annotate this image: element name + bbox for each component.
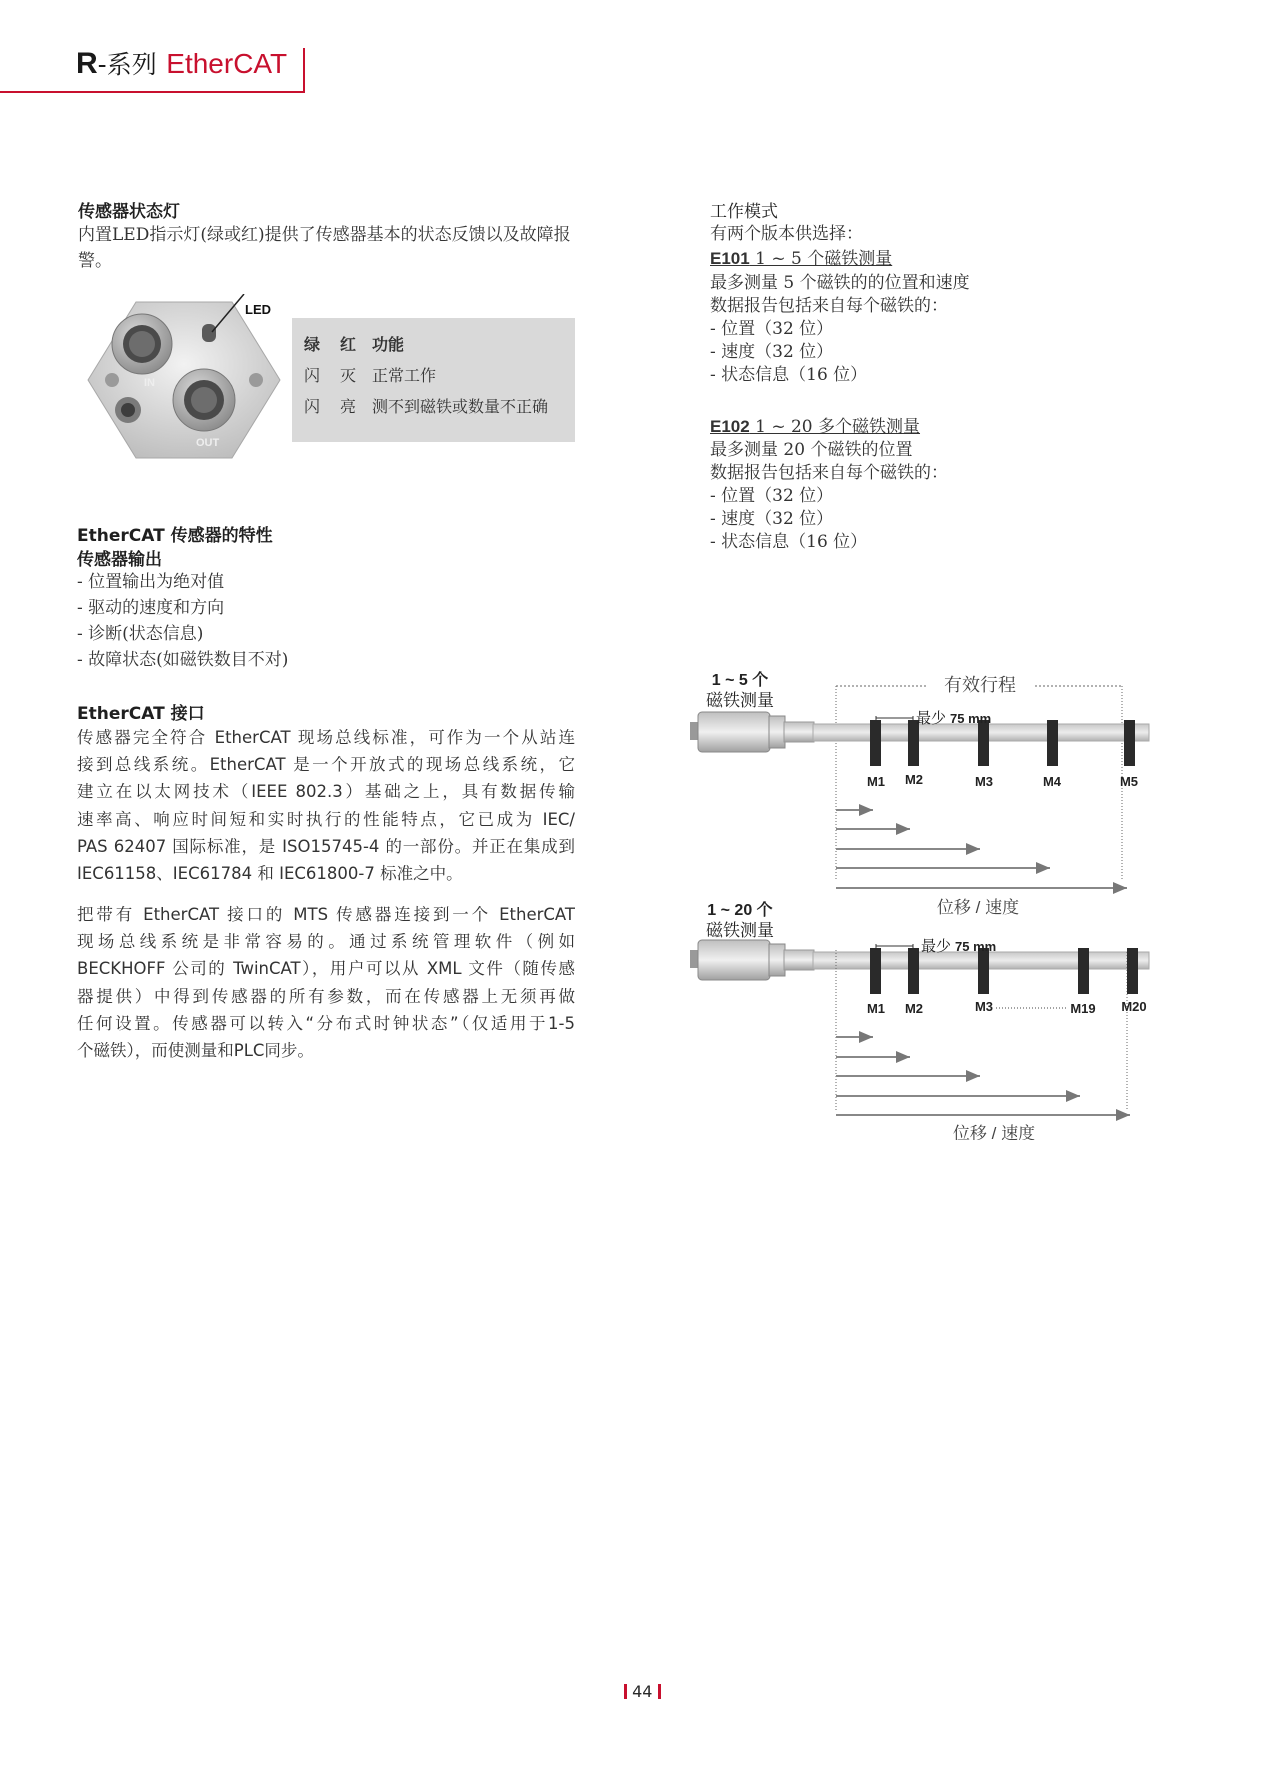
page-number-bar (624, 1684, 627, 1699)
magnet-m2 (908, 948, 919, 994)
min-label-bottom: 最少 (921, 938, 952, 955)
connector-in-label: IN (144, 377, 155, 389)
mode-title: 工作模式 (710, 202, 778, 222)
mode-intro: 有两个版本供选择： (710, 224, 863, 244)
magnet-label: M4 (1042, 774, 1062, 789)
led-status-table (292, 318, 575, 442)
e102-line-1: 最多测量 20 个磁铁的位置 (710, 440, 913, 460)
header-rule (0, 91, 305, 93)
e101-line-1: 最多测量 5 个磁铁的的位置和速度 (710, 273, 970, 293)
led-desc-line-2: 警。 (78, 251, 112, 271)
page-number (624, 1682, 661, 1701)
e102-item: - 位置（32 位） (710, 486, 834, 506)
paragraph-line: 速率高、响应时间短和实时执行的性能特点，它已成为 IEC/ (77, 809, 575, 829)
magnet-m1 (870, 948, 881, 994)
sensor-flange (769, 944, 785, 976)
magnet-label: M19 (1070, 1001, 1096, 1016)
magnet-label: M1 (866, 774, 886, 789)
paragraph-line: PAS 62407 国际标准，是 ISO15745-4 的一部份。并正在集成到 (77, 836, 575, 856)
paragraph-line: 任何设置。传感器可以转入“分布式时钟状态”（仅适用于1-5 (77, 1013, 575, 1033)
output-item: - 位置输出为绝对值 (77, 572, 225, 592)
header-vertical-rule (303, 48, 305, 93)
output-item: - 驱动的速度和方向 (77, 598, 225, 618)
e101-heading (710, 248, 892, 270)
e101-item: - 速度（32 位） (710, 342, 834, 362)
header-series: 系列 (106, 50, 157, 79)
sensor-head-image (84, 294, 284, 464)
paragraph-line: BECKHOFF 公司的 TwinCAT），用户可以从 XML 文件（随传感 (77, 959, 575, 979)
e101-item: - 状态信息（16 位） (710, 365, 868, 385)
e101-code: E101 (710, 249, 750, 268)
magnet-label: M2 (904, 772, 924, 787)
e102-label: 1 ~ 20 多个磁铁测量 (749, 417, 921, 437)
e102-item: - 速度（32 位） (710, 509, 834, 529)
output-item: - 故障状态(如磁铁数目不对) (77, 650, 289, 670)
page-number-value: 44 (632, 1682, 653, 1701)
min-value-top: 75 mm (950, 711, 992, 726)
magnet-m20 (1127, 948, 1138, 994)
magnet-label: M5 (1119, 774, 1139, 789)
bottom-count-label: 1 ~ 20 个 (707, 902, 773, 919)
paragraph-line: 建立在以太网技术（IEEE 802.3）基础之上，具有数据传输 (77, 782, 575, 802)
features-title: EtherCAT 传感器的特性 (77, 526, 273, 546)
led-cell-green: 闪 (304, 366, 321, 385)
e101-line-2: 数据报告包括来自每个磁铁的： (710, 296, 948, 316)
sensor-body (698, 712, 770, 752)
magnet-measurement-diagram (680, 660, 1200, 1140)
paragraph-line: 现场总线系统是非常容易的。通过系统管理软件（例如 (77, 932, 575, 952)
led-cell-function: 正常工作 (372, 366, 437, 385)
bottom-caption: 位移 / 速度 (952, 1124, 1036, 1140)
page-number-bar (658, 1684, 661, 1699)
led-cell-green: 闪 (304, 397, 321, 416)
magnet-label: M3 (974, 774, 994, 789)
paragraph-line: IEC61158、IEC61784 和 IEC61800-7 标准之中。 (77, 864, 463, 884)
led-cell-red: 灭 (340, 366, 357, 385)
led-callout-label: LED (245, 302, 271, 317)
magnet-label: M20 (1121, 999, 1147, 1014)
header-dash: - (97, 50, 107, 79)
led-table-header (304, 332, 404, 355)
output-title: 传感器输出 (77, 550, 162, 570)
paragraph-line: 个磁铁），而使测量和PLC同步。 (77, 1041, 314, 1061)
header-prefix: R (76, 47, 98, 80)
led-cell-function: 测不到磁铁或数量不正确 (372, 397, 549, 416)
connector-out-label: OUT (196, 437, 220, 449)
e101-label: 1 ~ 5 个磁铁测量 (749, 249, 893, 269)
e102-code: E102 (710, 417, 750, 436)
paragraph-line: 传感器完全符合 EtherCAT 现场总线标准，可作为一个从站连 (77, 728, 575, 747)
stroke-label: 有效行程 (944, 675, 1016, 695)
paragraph-line: 器提供）中得到传感器的所有参数，而在传感器上无须再做 (77, 986, 575, 1006)
min-value-bottom: 75 mm (955, 939, 997, 954)
magnet-m19 (1078, 948, 1089, 994)
interface-paragraph-2 (77, 901, 575, 1064)
sensor-body (698, 940, 770, 980)
led-col-red: 红 (340, 335, 357, 354)
magnet-label: M2 (904, 1001, 924, 1016)
top-count-label: 1 ~ 5 个 (711, 672, 769, 689)
led-desc-line-1: 内置LED指示灯(绿或红)提供了传感器基本的状态反馈以及故障报 (78, 225, 571, 245)
led-col-green: 绿 (304, 335, 321, 354)
top-caption: 位移 / 速度 (936, 898, 1020, 917)
min-label-top: 最少 (916, 710, 947, 727)
page-header-title (76, 46, 287, 83)
top-sub-label: 磁铁测量 (706, 691, 774, 710)
magnet-m1 (870, 720, 881, 766)
header-brand: EtherCAT (166, 48, 288, 79)
magnet-m5 (1124, 720, 1135, 766)
magnet-m3 (978, 720, 989, 766)
paragraph-line: 接到总线系统。EtherCAT 是一个开放式的现场总线系统，它 (77, 755, 575, 775)
magnet-label: M1 (866, 1001, 886, 1016)
magnet-m4 (1047, 720, 1058, 766)
paragraph-line: 把带有 EtherCAT 接口的 MTS 传感器连接到一个 EtherCAT (77, 905, 575, 924)
interface-paragraph-1 (77, 724, 575, 887)
led-cell-red: 亮 (340, 397, 357, 416)
led-section-title: 传感器状态灯 (78, 202, 180, 222)
sensor-flange (769, 716, 785, 748)
e102-line-2: 数据报告包括来自每个磁铁的： (710, 463, 948, 483)
sensor-neck (784, 950, 814, 970)
sensor-neck (784, 722, 814, 742)
e102-item: - 状态信息（16 位） (710, 532, 868, 552)
led-table-row (304, 394, 548, 417)
output-item: - 诊断(状态信息) (77, 624, 204, 644)
magnet-label: M3 (974, 999, 994, 1014)
e102-heading (710, 416, 920, 438)
e101-item: - 位置（32 位） (710, 319, 834, 339)
led-col-function: 功能 (372, 335, 405, 354)
magnet-m3 (978, 948, 989, 994)
led-table-row (304, 363, 436, 386)
interface-title: EtherCAT 接口 (77, 704, 205, 724)
bottom-sub-label: 磁铁测量 (706, 921, 774, 940)
